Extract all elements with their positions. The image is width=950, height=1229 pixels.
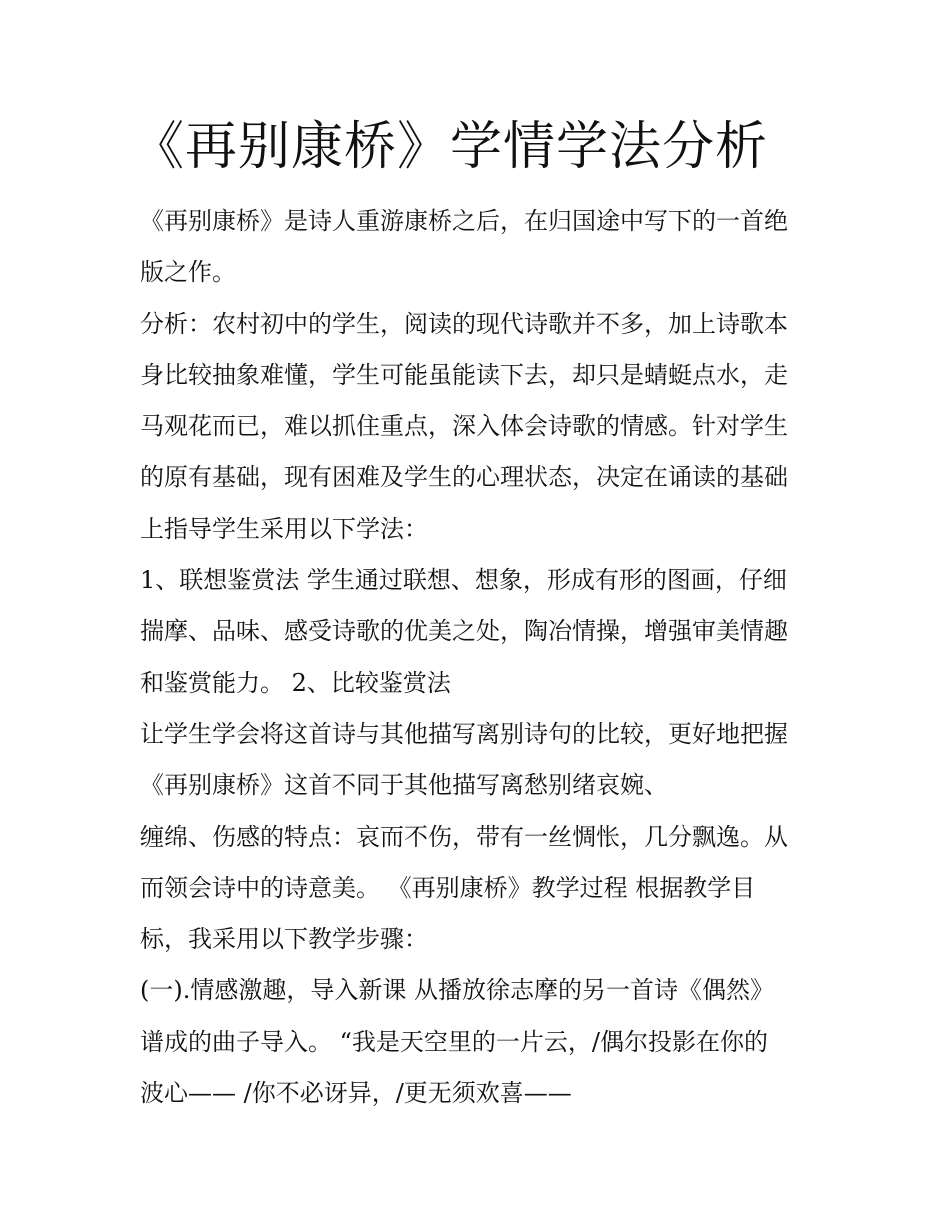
text-line: (一).情感激趣，导入新课 从播放徐志摩的另一首诗《偶然》 (140, 976, 774, 1005)
document-body (140, 196, 820, 1119)
text-line: 让学生学会将这首诗与其他描写离别诗句的比较，更好地把握 (140, 719, 788, 748)
text-line: 分析：农村初中的学生，阅读的现代诗歌并不多，加上诗歌本 (140, 309, 788, 338)
document-title: 《再别康桥》学情学法分析 (131, 117, 768, 177)
text-line: 揣摩、品味、感受诗歌的优美之处，陶冶情操，增强审美情趣 (140, 617, 788, 646)
text-line: 缠绵、伤感的特点：哀而不伤，带有一丝惆怅，几分飘逸。从 (140, 822, 788, 851)
text-line: 1、联想鉴赏法 学生通过联想、想象，形成有形的图画，仔细 (140, 566, 787, 595)
text-line: 波心—— /你不必讶异，/更无须欢喜—— (140, 1079, 572, 1108)
text-line: 的原有基础，现有困难及学生的心理状态，决定在诵读的基础 (140, 463, 788, 492)
text-line: 上指导学生采用以下学法： (140, 514, 428, 543)
text-line: 马观花而已，难以抓住重点，深入体会诗歌的情感。针对学生 (140, 412, 788, 441)
text-line: 版之作。 (140, 258, 236, 287)
text-line: 《再别康桥》这首不同于其他描写离愁别绪哀婉、 (140, 771, 668, 800)
text-line: 标，我采用以下教学步骤： (140, 925, 428, 954)
text-line: 谱成的曲子导入。 “我是天空里的一片云，/偶尔投影在你的 (140, 1027, 768, 1056)
text-line: 身比较抽象难懂，学生可能虽能读下去，却只是蜻蜓点水，走 (140, 360, 788, 389)
text-line: 而领会诗中的诗意美。 《再别康桥》教学过程 根据教学目 (140, 873, 756, 902)
text-line: 和鉴赏能力。 2、比较鉴赏法 (140, 668, 451, 697)
text-line: 《再别康桥》是诗人重游康桥之后，在归国途中写下的一首绝 (140, 207, 788, 235)
